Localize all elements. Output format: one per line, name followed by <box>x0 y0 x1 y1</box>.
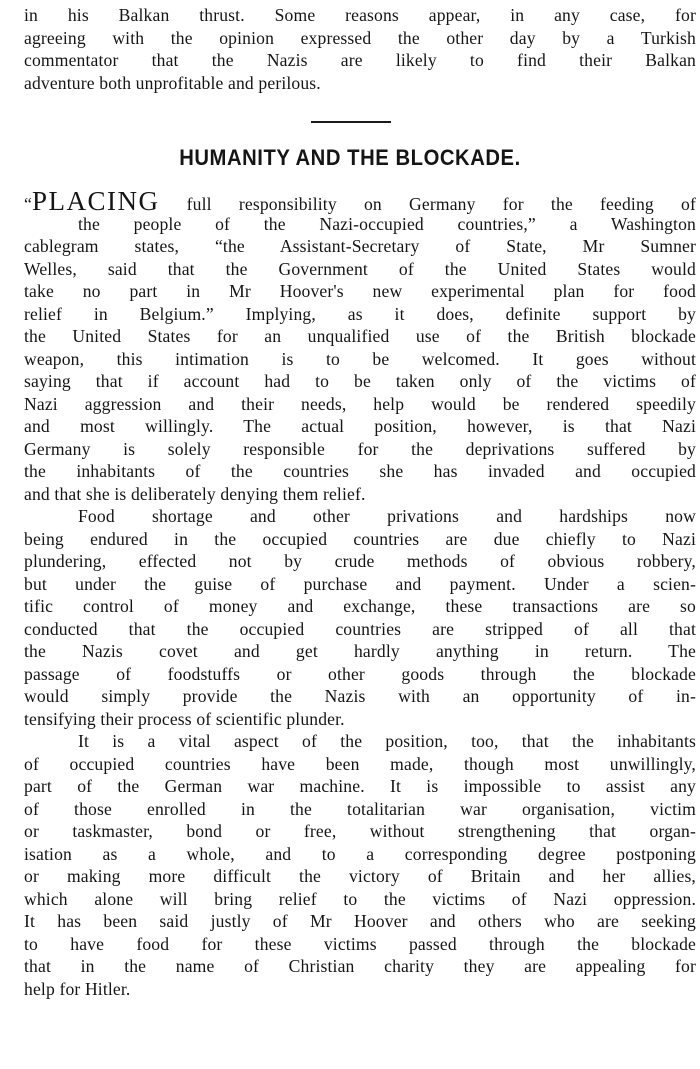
text-line: to have food for these victims passed through the blockade <box>24 933 696 954</box>
previous-article-fragment <box>24 4 696 94</box>
text-line: Welles, said that the Government of the United States would <box>24 258 696 279</box>
text-line: would simply provide the Nazis with an opportunity of in- <box>24 686 696 706</box>
first-line <box>24 186 696 216</box>
text-line: the inhabitants of the countries she has invaded and occupied <box>24 461 696 481</box>
text-line: but under the guise of purchase and payment. Under a scien- <box>24 573 696 594</box>
text-line: weapon, this intimation is to be welcomed. It goes without <box>24 348 696 369</box>
text-line: of occupied countries have been made, though most unwillingly, <box>24 753 696 774</box>
text-line: the United States for an unqualified use of the British blockade <box>24 326 696 346</box>
text-line: relief in Belgium.” Implying, as it does, definite support by <box>24 303 696 324</box>
text-line: and that she is deliberately denying them relief. <box>24 483 366 504</box>
text-line: take no part in Mr Hoover's new experimental plan for food <box>24 281 696 301</box>
text-line: It has been said justly of Mr Hoover and others who are seeking <box>24 911 696 931</box>
text-line: help for Hitler. <box>24 978 131 999</box>
text-line: plundering, effected not by crude methods of obvious robbery, <box>24 551 696 571</box>
article-body <box>24 186 696 1000</box>
text-line: passage of foodstuffs or other goods through the blockade <box>24 663 696 684</box>
text-line: that in the name of Christian charity they are appealing for <box>24 956 696 976</box>
text-line: part of the German war machine. It is impossible to assist any <box>24 776 696 796</box>
text-line: agreeing with the opinion expressed the other day by a Turkish <box>24 27 696 48</box>
text-line: being endured in the occupied countries are due chiefly to Nazi <box>24 528 696 549</box>
paragraph-start: Food shortage and other privations and hardships now <box>78 506 696 526</box>
text-line: commentator that the Nazis are likely to find their Balkan <box>24 50 696 70</box>
text-line: cablegram states, “the Assistant-Secretary of State, Mr Sumner <box>24 236 696 256</box>
text-line: or taskmaster, bond or free, without strengthening that organ- <box>24 821 696 841</box>
first-line-rest: full responsibility on Germany for the feeding of <box>159 194 696 214</box>
text-line: or making more difficult the victory of Britain and her allies, <box>24 866 696 886</box>
section-divider <box>311 121 391 123</box>
paragraph-start: It is a vital aspect of the position, too, that the inhabitants <box>78 731 696 751</box>
text-line: which alone will bring relief to the victims of Nazi oppression. <box>24 888 696 909</box>
text-line: the Nazis covet and get hardly anything in return. The <box>24 641 696 661</box>
text-line: isation as a whole, and to a corresponding degree postponing <box>24 843 696 864</box>
text-line: the people of the Nazi-occupied countries,” a Washington <box>78 213 696 234</box>
text-line: and most willingly. The actual position, however, is that Nazi <box>24 416 696 436</box>
text-line: of those enrolled in the totalitarian war organisation, victim <box>24 798 696 819</box>
text-line: saying that if account had to be taken only of the victims of <box>24 371 696 391</box>
text-line: Nazi aggression and their needs, help would be rendered speedily <box>24 393 696 414</box>
drop-word: PLACING <box>31 186 160 216</box>
text-line: tific control of money and exchange, these transactions are so <box>24 596 696 616</box>
text-line: in his Balkan thrust. Some reasons appear, in any case, for <box>24 5 696 25</box>
text-line: tensifying their process of scientific plunder. <box>24 708 345 729</box>
text-line: Germany is solely responsible for the deprivations suffered by <box>24 438 696 459</box>
text-line: conducted that the occupied countries are stripped of all that <box>24 618 696 639</box>
open-quote: “ <box>24 194 32 214</box>
article-headline: HUMANITY AND THE BLOCKADE. <box>179 145 521 170</box>
text-line: adventure both unprofitable and perilous. <box>24 72 321 93</box>
